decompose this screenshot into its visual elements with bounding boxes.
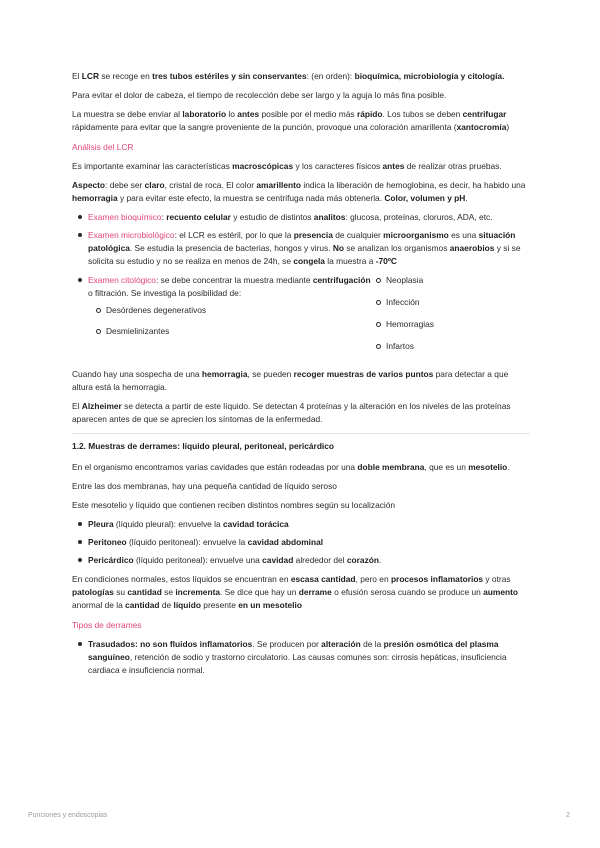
- paragraph-cavidades: En el organismo encontramos varias cavidades que están rodeadas por una doble membrana, que es un mesotelio.: [72, 461, 510, 472]
- paragraph-lab-sending: La muestra se debe enviar al laboratorio lo antes posible por el medio más rápido. Los tubos se deben centrifugar rápidamente para evitar que la sangre proveniente de la punción, provoque una coloración amarillenta (xantocromía): [72, 109, 510, 133]
- sublist-item: Desórdenes degenerativos: [106, 304, 372, 317]
- paragraph-derrame: En condiciones normales, estos líquidos se encuentran en escasa cantidad, pero en procesos inflamatorios y otras patologías su cantidad se incrementa. Se dice que hay un derrame o efusión serosa cuando se produce un aumento anormal de la cantidad de líquido presente en un mesotelio: [72, 574, 518, 611]
- right-list-item: Neoplasia: [386, 274, 522, 287]
- paragraph-lcr-collection: El LCR se recoge en tres tubos estériles y sin conservantes: (en orden): bioquímica, microbiología y citología.: [72, 71, 505, 81]
- list-item-bioquimico: Examen bioquímico: recuento celular y estudio de distintos analitos: glucosa, proteínas, cloruros, ADA, etc.: [88, 211, 530, 224]
- heading-analisis-lcr: Análisis del LCR: [72, 141, 134, 152]
- list-item-pericardico: Pericárdico (líquido peritoneal): envuelve una cavidad alrededor del corazón.: [88, 554, 530, 567]
- list-item-trasudados: Trasudados: no son fluidos inflamatorios. Se producen por alteración de la presión osmótica del plasma sanguíneo, retención de sodio y trastorno circulatorio. Las causas comunes son: cirrosis hepáticas, insuficiencia cardiaca e insuficiencia normal.: [88, 638, 530, 677]
- citologico-right-column: [372, 274, 522, 362]
- localization-list: [72, 518, 530, 567]
- footer-title: Punciones y endoscopias: [28, 812, 108, 819]
- section-title: 1.2. Muestras de derrames: líquido pleural, peritoneal, pericárdico: [72, 440, 335, 451]
- paragraph-macroscopic: Es importante examinar las características macroscópicas y los caracteres físicos antes de realizar otras pruebas.: [72, 160, 502, 171]
- document-body: [72, 70, 530, 683]
- list-item-pleura: Pleura (líquido pleural): envuelve la cavidad torácica: [88, 518, 530, 531]
- paragraph-mesotelio: Este mesotelio y líquido que contienen reciben distintos nombres según su localización: [72, 500, 396, 511]
- paragraph-aspecto: Aspecto: debe ser claro, cristal de roca. El color amarillento indica la liberación de hemoglobina, es decir, ha habido una hemorragia y para evitar este efecto, la muestra se centrifuga nada más obtenerla. Color, volumen y pH.: [72, 179, 526, 203]
- page-number: 2: [566, 812, 570, 819]
- derrames-list: [72, 638, 530, 677]
- citologico-left-column: [72, 274, 372, 362]
- paragraph-headache: Para evitar el dolor de cabeza, el tiempo de recolección debe ser largo y la aguja lo más fina posible.: [72, 90, 447, 101]
- citologico-right-list: [372, 274, 522, 353]
- citologico-sublist: [88, 304, 372, 338]
- paragraph-membranas: Entre las dos membranas, hay una pequeña cantidad de líquido seroso: [72, 480, 337, 491]
- citologico-two-column: [72, 274, 530, 362]
- paragraph-alzheimer: El Alzheimer se detecta a partir de este líquido. Se detectan 4 proteínas y la alteración en los niveles de las proteínas aparecen antes de que se aprecien los síntomas de la enfermedad.: [72, 401, 511, 425]
- right-list-item: Infección: [386, 296, 522, 309]
- section-divider: [72, 433, 530, 434]
- list-item-peritoneo: Peritoneo (líquido peritoneal): envuelve la cavidad abdominal: [88, 536, 530, 549]
- citologico-list: [72, 274, 372, 338]
- right-list-item: Infartos: [386, 340, 522, 353]
- right-list-item: Hemorragias: [386, 318, 522, 331]
- exam-list: [72, 211, 530, 268]
- paragraph-hemorragia: Cuando hay una sospecha de una hemorragia, se pueden recoger muestras de varios puntos para detectar a que altura está la hemorragia.: [72, 369, 509, 393]
- sublist-item: Desmielinizantes: [106, 325, 372, 338]
- list-item-microbiologico: Examen microbiológico: el LCR es estéril, por lo que la presencia de cualquier microorganismo es una situación patológica. Se estudia la presencia de bacterias, hongos y virus. No se analizan los organismos anaerobios y si se solicita su estudio y no se realiza en menos de 24h, se congela la muestra a -70ºC: [88, 229, 530, 268]
- heading-tipos-derrames: Tipos de derrames: [72, 619, 142, 630]
- list-item-citologico: Examen citológico: se debe concentrar la muestra mediante centrifugación o filtración. Se investiga la posibilidad de: Desórdenes degenerativos Desmielinizantes: [88, 274, 372, 338]
